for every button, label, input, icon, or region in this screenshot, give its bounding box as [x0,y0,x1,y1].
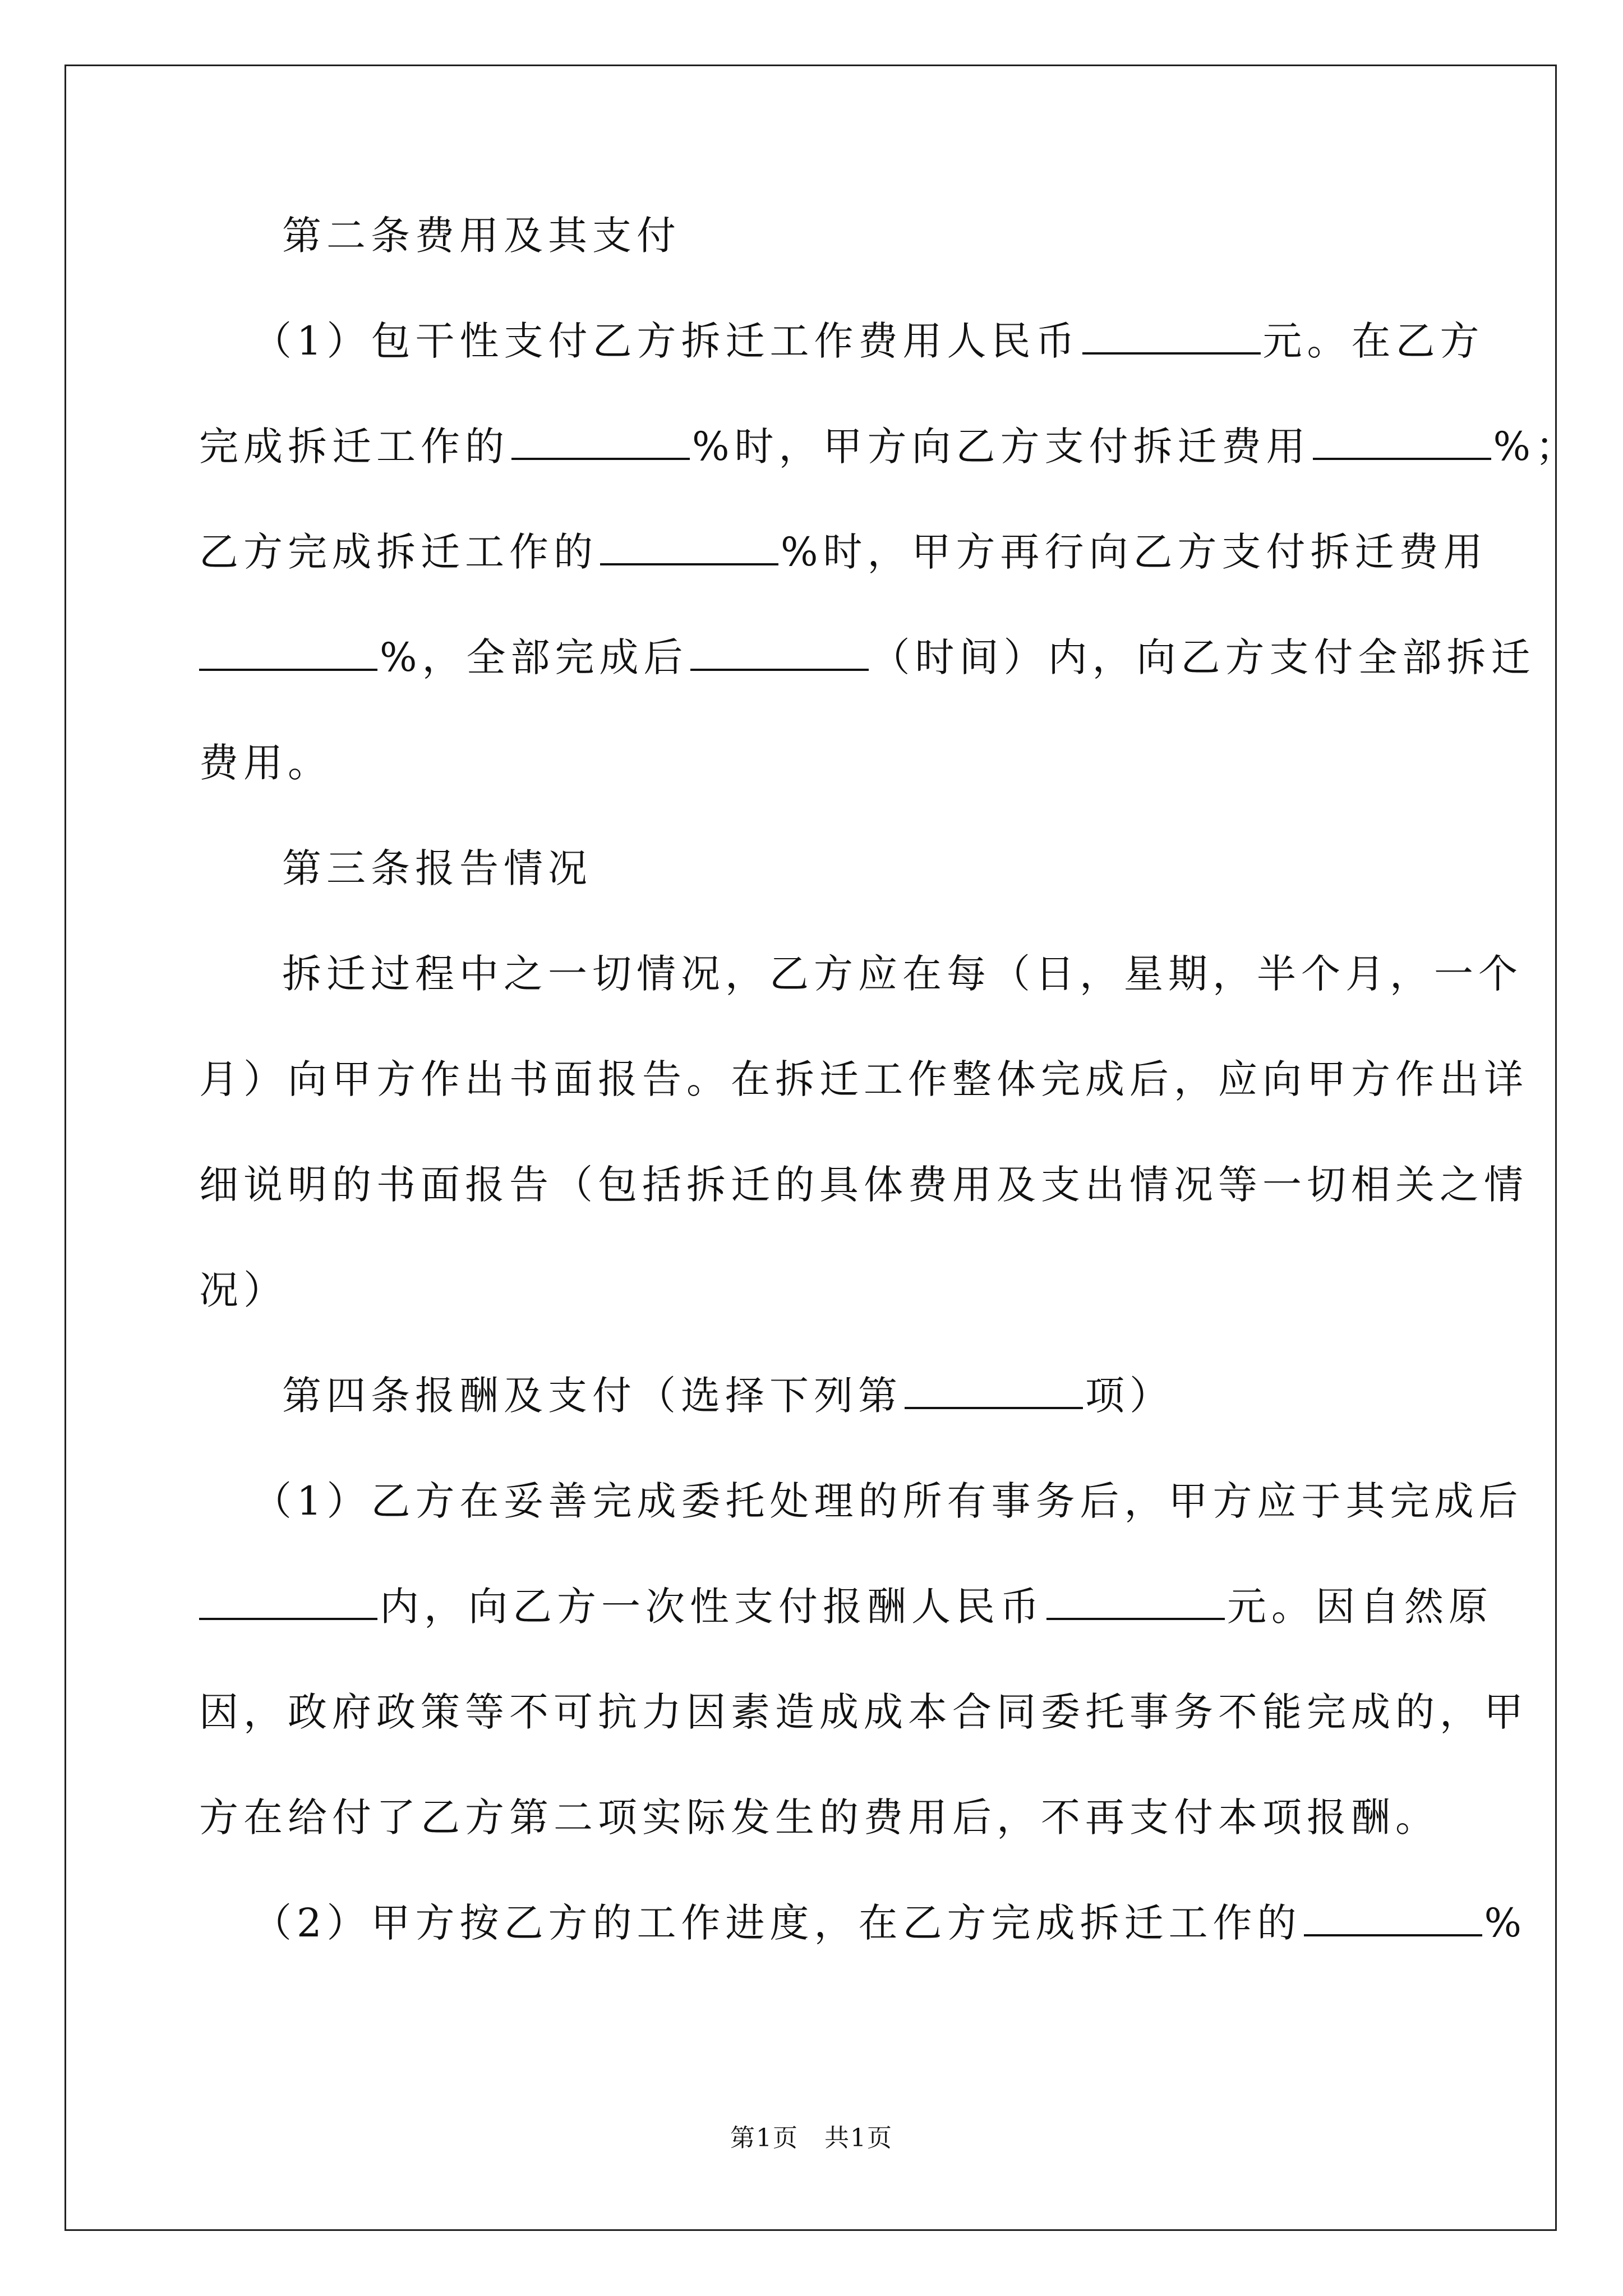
article-3-line-3: 细说明的书面报告（包括拆迁的具体费用及支出情况等一切相关之情 [199,1162,1528,1208]
page-number-footer: 第1页 共1页 [730,2124,893,2152]
amount-blank[interactable] [1046,1585,1225,1620]
time-blank[interactable] [199,1585,377,1620]
percent-blank[interactable] [1313,425,1491,460]
article-4-heading: 第四条报酬及支付（选择下列第 项） [282,1373,1174,1419]
article-2-line-2: 完成拆迁工作的 %时，甲方向乙方支付拆迁费用 %； [199,424,1580,470]
article-4-para-1-line-4: 方在给付了乙方第二项实际发生的费用后，不再支付本项报酬。 [199,1795,1440,1841]
article-4-para-1-line-3: 因，政府政策等不可抗力因素造成成本合同委托事务不能完成的，甲 [199,1689,1528,1735]
article-3-heading: 第三条报告情况 [282,845,592,891]
article-2-line-3: 乙方完成拆迁工作的 %时，甲方再行向乙方支付拆迁费用 [199,529,1488,575]
time-blank[interactable] [690,636,869,671]
article-2-line-1: （1）包干性支付乙方拆迁工作费用人民币 元。在乙方 [252,318,1484,364]
article-3-line-2: 月）向甲方作出书面报告。在拆迁工作整体完成后，应向甲方作出详 [199,1056,1528,1102]
article-3-line-4: 况） [199,1267,288,1313]
article-2-line-4: %，全部完成后 （时间）内，向乙方支付全部拆迁 [199,632,1536,683]
item-number-blank[interactable] [905,1374,1083,1409]
percent-blank[interactable] [1304,1902,1482,1936]
percent-blank[interactable] [600,531,778,565]
article-3-line-1: 拆迁过程中之一切情况，乙方应在每（日，星期，半个月，一个 [282,951,1523,997]
article-2-line-5: 费用。 [199,740,332,786]
article-4-para-1-line-1: （1）乙方在妥善完成委托处理的所有事务后，甲方应于其完成后 [252,1478,1523,1524]
article-4-para-1-line-2: 内，向乙方一次性支付报酬人民币 元。因自然原 [199,1581,1493,1632]
article-2-heading: 第二条费用及其支付 [282,213,681,259]
percent-blank[interactable] [511,425,690,460]
amount-blank[interactable] [1082,320,1261,355]
percent-blank[interactable] [199,636,377,671]
article-4-para-2-line-1: （2）甲方按乙方的工作进度，在乙方完成拆迁工作的 % [252,1900,1527,1946]
